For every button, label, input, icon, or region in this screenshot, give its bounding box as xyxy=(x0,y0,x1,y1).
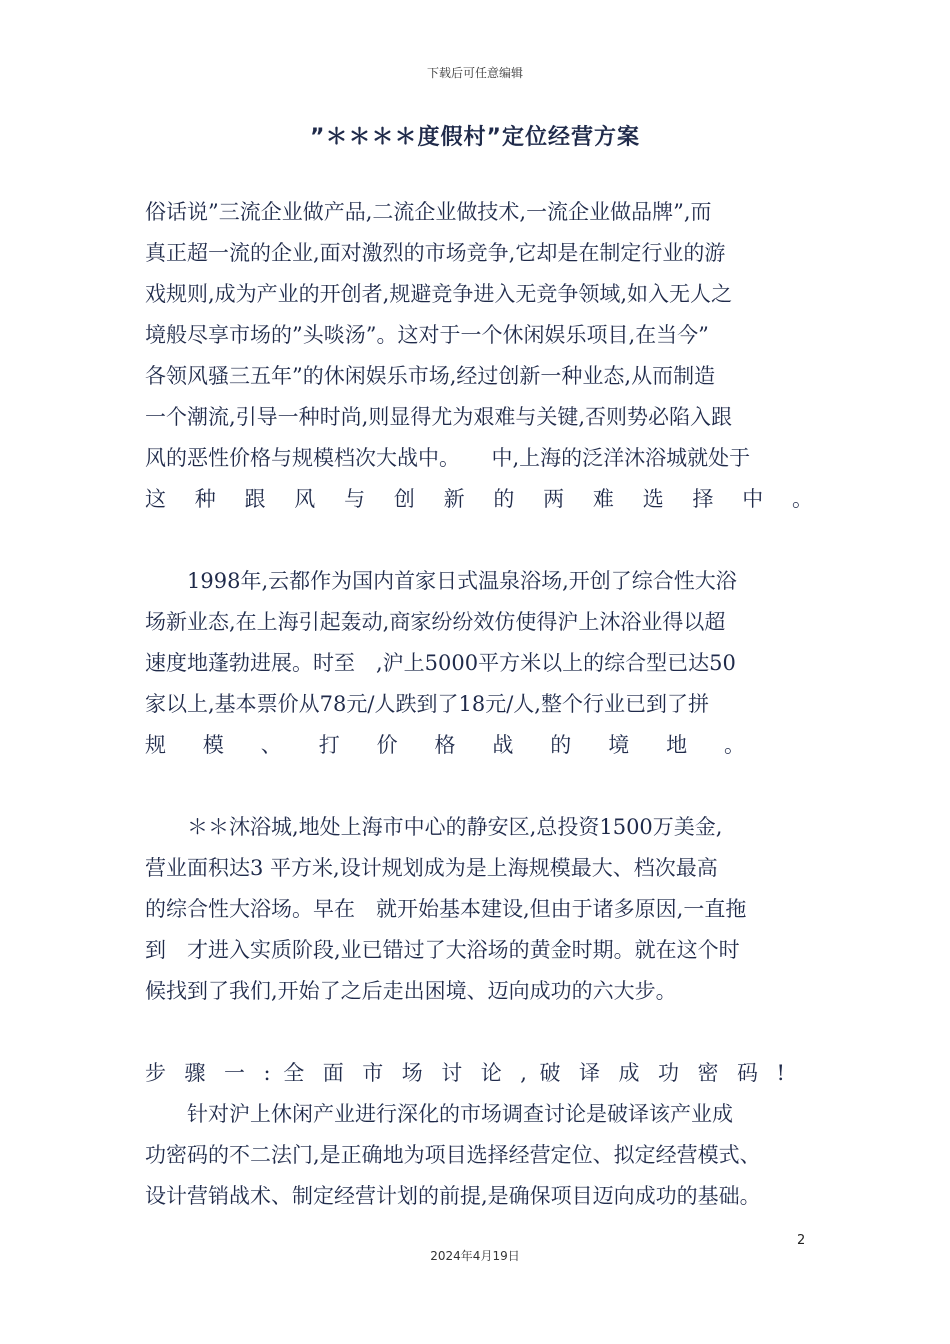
footer-date: 2024年4月19日 xyxy=(430,1249,520,1263)
paragraph-gap xyxy=(145,520,813,561)
text-line: 各领风骚三五年”的休闲娱乐市场,经过创新一种业态,从而制造 xyxy=(145,364,716,388)
text-line: 针对沪上休闲产业进行深化的市场调查讨论是破译该产业成 xyxy=(187,1102,733,1126)
paragraph-gap xyxy=(145,1012,813,1053)
text-line: 营业面积达3 平方米,设计规划成为是上海规模最大、档次最高 xyxy=(145,856,718,880)
paragraph-project xyxy=(145,807,813,1012)
text-line: 俗话说”三流企业做产品,二流企业做技术,一流企业做品牌”,而 xyxy=(145,200,712,224)
text-line: ＊＊沐浴城,地处上海市中心的静安区,总投资1500万美金, xyxy=(187,815,723,839)
text-line: 场新业态,在上海引起轰动,商家纷纷效仿使得沪上沐浴业得以超 xyxy=(145,610,726,634)
text-line: 真正超一流的企业,面对激烈的市场竞争,它却是在制定行业的游 xyxy=(145,241,726,265)
text-line: 速度地蓬勃进展。时至 ,沪上5000平方米以上的综合型已达50 xyxy=(145,651,736,675)
text-line: 规 模 、 打 价 格 战 的 境 地 。 xyxy=(145,733,745,757)
document-title: ”＊＊＊＊度假村”定位经营方案 xyxy=(310,125,640,150)
text-line: 家以上,基本票价从78元/人跌到了18元/人,整个行业已到了拼 xyxy=(145,692,709,716)
page-number: 2 xyxy=(797,1233,806,1248)
page-header: 下载后可任意编辑 xyxy=(426,66,523,80)
text-line: 候找到了我们,开始了之后走出困境、迈向成功的六大步。 xyxy=(145,979,677,1003)
text-line: 的综合性大浴场。早在 就开始基本建设,但由于诸多原因,一直拖 xyxy=(145,897,747,921)
text-line: 到 才进入实质阶段,业已错过了大浴场的黄金时期。就在这个时 xyxy=(145,938,740,962)
paragraph-intro xyxy=(145,192,813,520)
text-line: 1998年,云都作为国内首家日式温泉浴场,开创了综合性大浴 xyxy=(187,569,737,593)
text-line: 风的恶性价格与规模档次大战中。 中,上海的泛洋沐浴城就处于 xyxy=(145,446,751,470)
text-line: 境般尽享市场的”头啖汤”。这对于一个休闲娱乐项目,在当今” xyxy=(145,323,709,347)
text-line: 设计营销战术、制定经营计划的前提,是确保项目迈向成功的基础。 xyxy=(145,1184,761,1208)
text-line: 一个潮流,引导一种时尚,则显得尤为艰难与关键,否则势必陷入跟 xyxy=(145,405,733,429)
document-body xyxy=(145,192,813,1217)
paragraph-gap xyxy=(145,766,813,807)
section-step-one xyxy=(145,1053,813,1217)
text-line: 这 种 跟 风 与 创 新 的 两 难 选 择 中 。 xyxy=(145,487,813,511)
text-line: 戏规则,成为产业的开创者,规避竞争进入无竞争领域,如入无人之 xyxy=(145,282,733,306)
text-line: 功密码的不二法门,是正确地为项目选择经营定位、拟定经营模式、 xyxy=(145,1143,761,1167)
paragraph-industry xyxy=(145,561,813,766)
section-heading: 步 骤 一 : 全 面 市 场 讨 论 , 破 译 成 功 密 码 ! xyxy=(145,1061,785,1085)
